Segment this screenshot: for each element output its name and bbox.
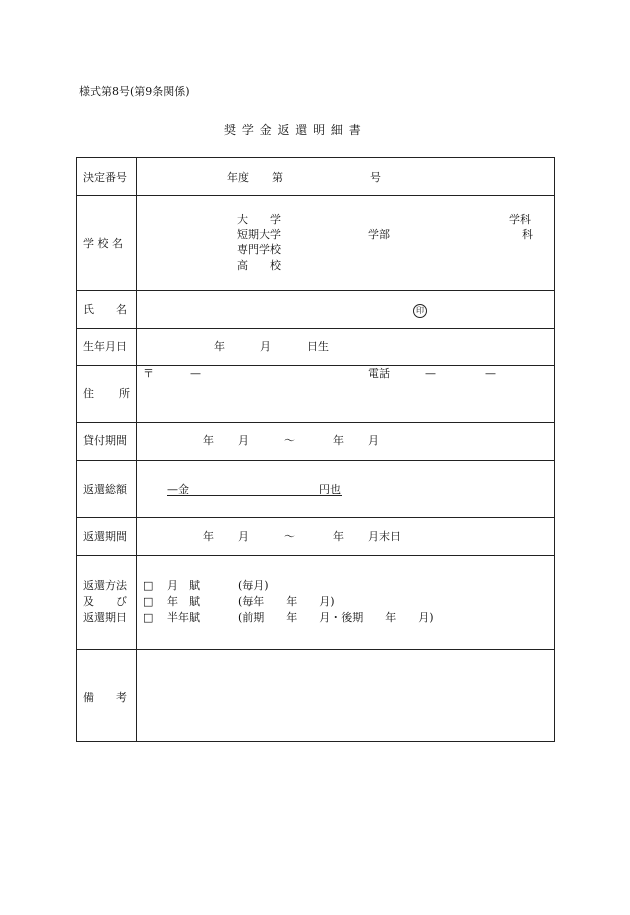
school-name-label: 学 校 名 [83, 237, 123, 250]
yearly-checkbox[interactable]: □ [143, 595, 154, 608]
phone-dash-1: — [425, 367, 436, 380]
document-title: 奨 学 金 返 還 明 細 書 [224, 123, 362, 137]
decision-number-label: 決定番号 [83, 171, 127, 184]
repay-month-end: 月末日 [368, 530, 401, 543]
semiannual-option-label: 半年賦 [167, 611, 200, 624]
remarks-label: 備 考 [83, 691, 127, 704]
repay-tilde: 〜 [284, 530, 295, 543]
postal-dash: — [190, 367, 201, 380]
repay-method-label-2: 及 び [83, 595, 127, 608]
postal-mark-icon: 〒 [143, 367, 154, 380]
row-divider [77, 328, 554, 329]
monthly-option-detail: (毎月) [238, 579, 269, 592]
repay-year-end: 年 [333, 530, 344, 543]
monthly-option-label: 月 賦 [167, 579, 200, 592]
phone-label: 電話 [368, 367, 390, 380]
yearly-option-label: 年 賦 [167, 595, 200, 608]
decision-go-text: 号 [370, 171, 381, 184]
repayment-statement-table [76, 157, 555, 742]
seal-icon: 印 [413, 304, 427, 318]
label-column-divider [136, 158, 137, 741]
school-type-university: 大 学 [237, 213, 281, 226]
row-divider [77, 195, 554, 196]
amount-prefix: —金 [167, 483, 189, 496]
repay-period-label: 返還期間 [83, 530, 127, 543]
loan-year-end: 年 [333, 434, 344, 447]
row-divider [77, 460, 554, 461]
department-text: 学科 [509, 213, 531, 226]
repay-method-label-3: 返還期日 [83, 611, 127, 624]
total-amount-label: 返還総額 [83, 483, 127, 496]
row-divider [77, 555, 554, 556]
loan-year-start: 年 [203, 434, 214, 447]
school-type-junior-college: 短期大学 [237, 228, 281, 241]
address-label-top: 住 [83, 387, 94, 400]
birth-month-text: 月 [260, 340, 271, 353]
semiannual-checkbox[interactable]: □ [143, 611, 154, 624]
loan-month-start: 月 [238, 434, 249, 447]
row-divider [77, 517, 554, 518]
name-label: 氏 名 [83, 303, 127, 316]
birth-year-text: 年 [214, 340, 225, 353]
yearly-option-detail: (毎年 年 月) [238, 595, 335, 608]
monthly-checkbox[interactable]: □ [143, 579, 154, 592]
school-type-high-school: 高 校 [237, 259, 281, 272]
phone-dash-2: — [485, 367, 496, 380]
decision-dai-text: 第 [272, 171, 283, 184]
birth-day-text: 日生 [307, 340, 329, 353]
semiannual-option-detail: (前期 年 月・後期 年 月) [238, 611, 434, 624]
amount-underline [167, 495, 342, 496]
school-type-vocational: 専門学校 [237, 243, 281, 256]
decision-year-text: 年度 [227, 171, 249, 184]
repay-year-start: 年 [203, 530, 214, 543]
faculty-text: 学部 [368, 228, 390, 241]
loan-month-end: 月 [368, 434, 379, 447]
loan-period-label: 貸付期間 [83, 434, 127, 447]
birthdate-label: 生年月日 [83, 340, 127, 353]
repay-method-label-1: 返還方法 [83, 579, 127, 592]
row-divider [77, 649, 554, 650]
row-divider [77, 422, 554, 423]
address-label-bottom: 所 [119, 387, 130, 400]
repay-month-start: 月 [238, 530, 249, 543]
row-divider [77, 290, 554, 291]
row-divider [77, 365, 554, 366]
amount-suffix: 円也 [319, 483, 341, 496]
loan-tilde: 〜 [284, 434, 295, 447]
form-number-label: 様式第8号(第9条関係) [79, 85, 190, 98]
course-text: 科 [522, 228, 533, 241]
